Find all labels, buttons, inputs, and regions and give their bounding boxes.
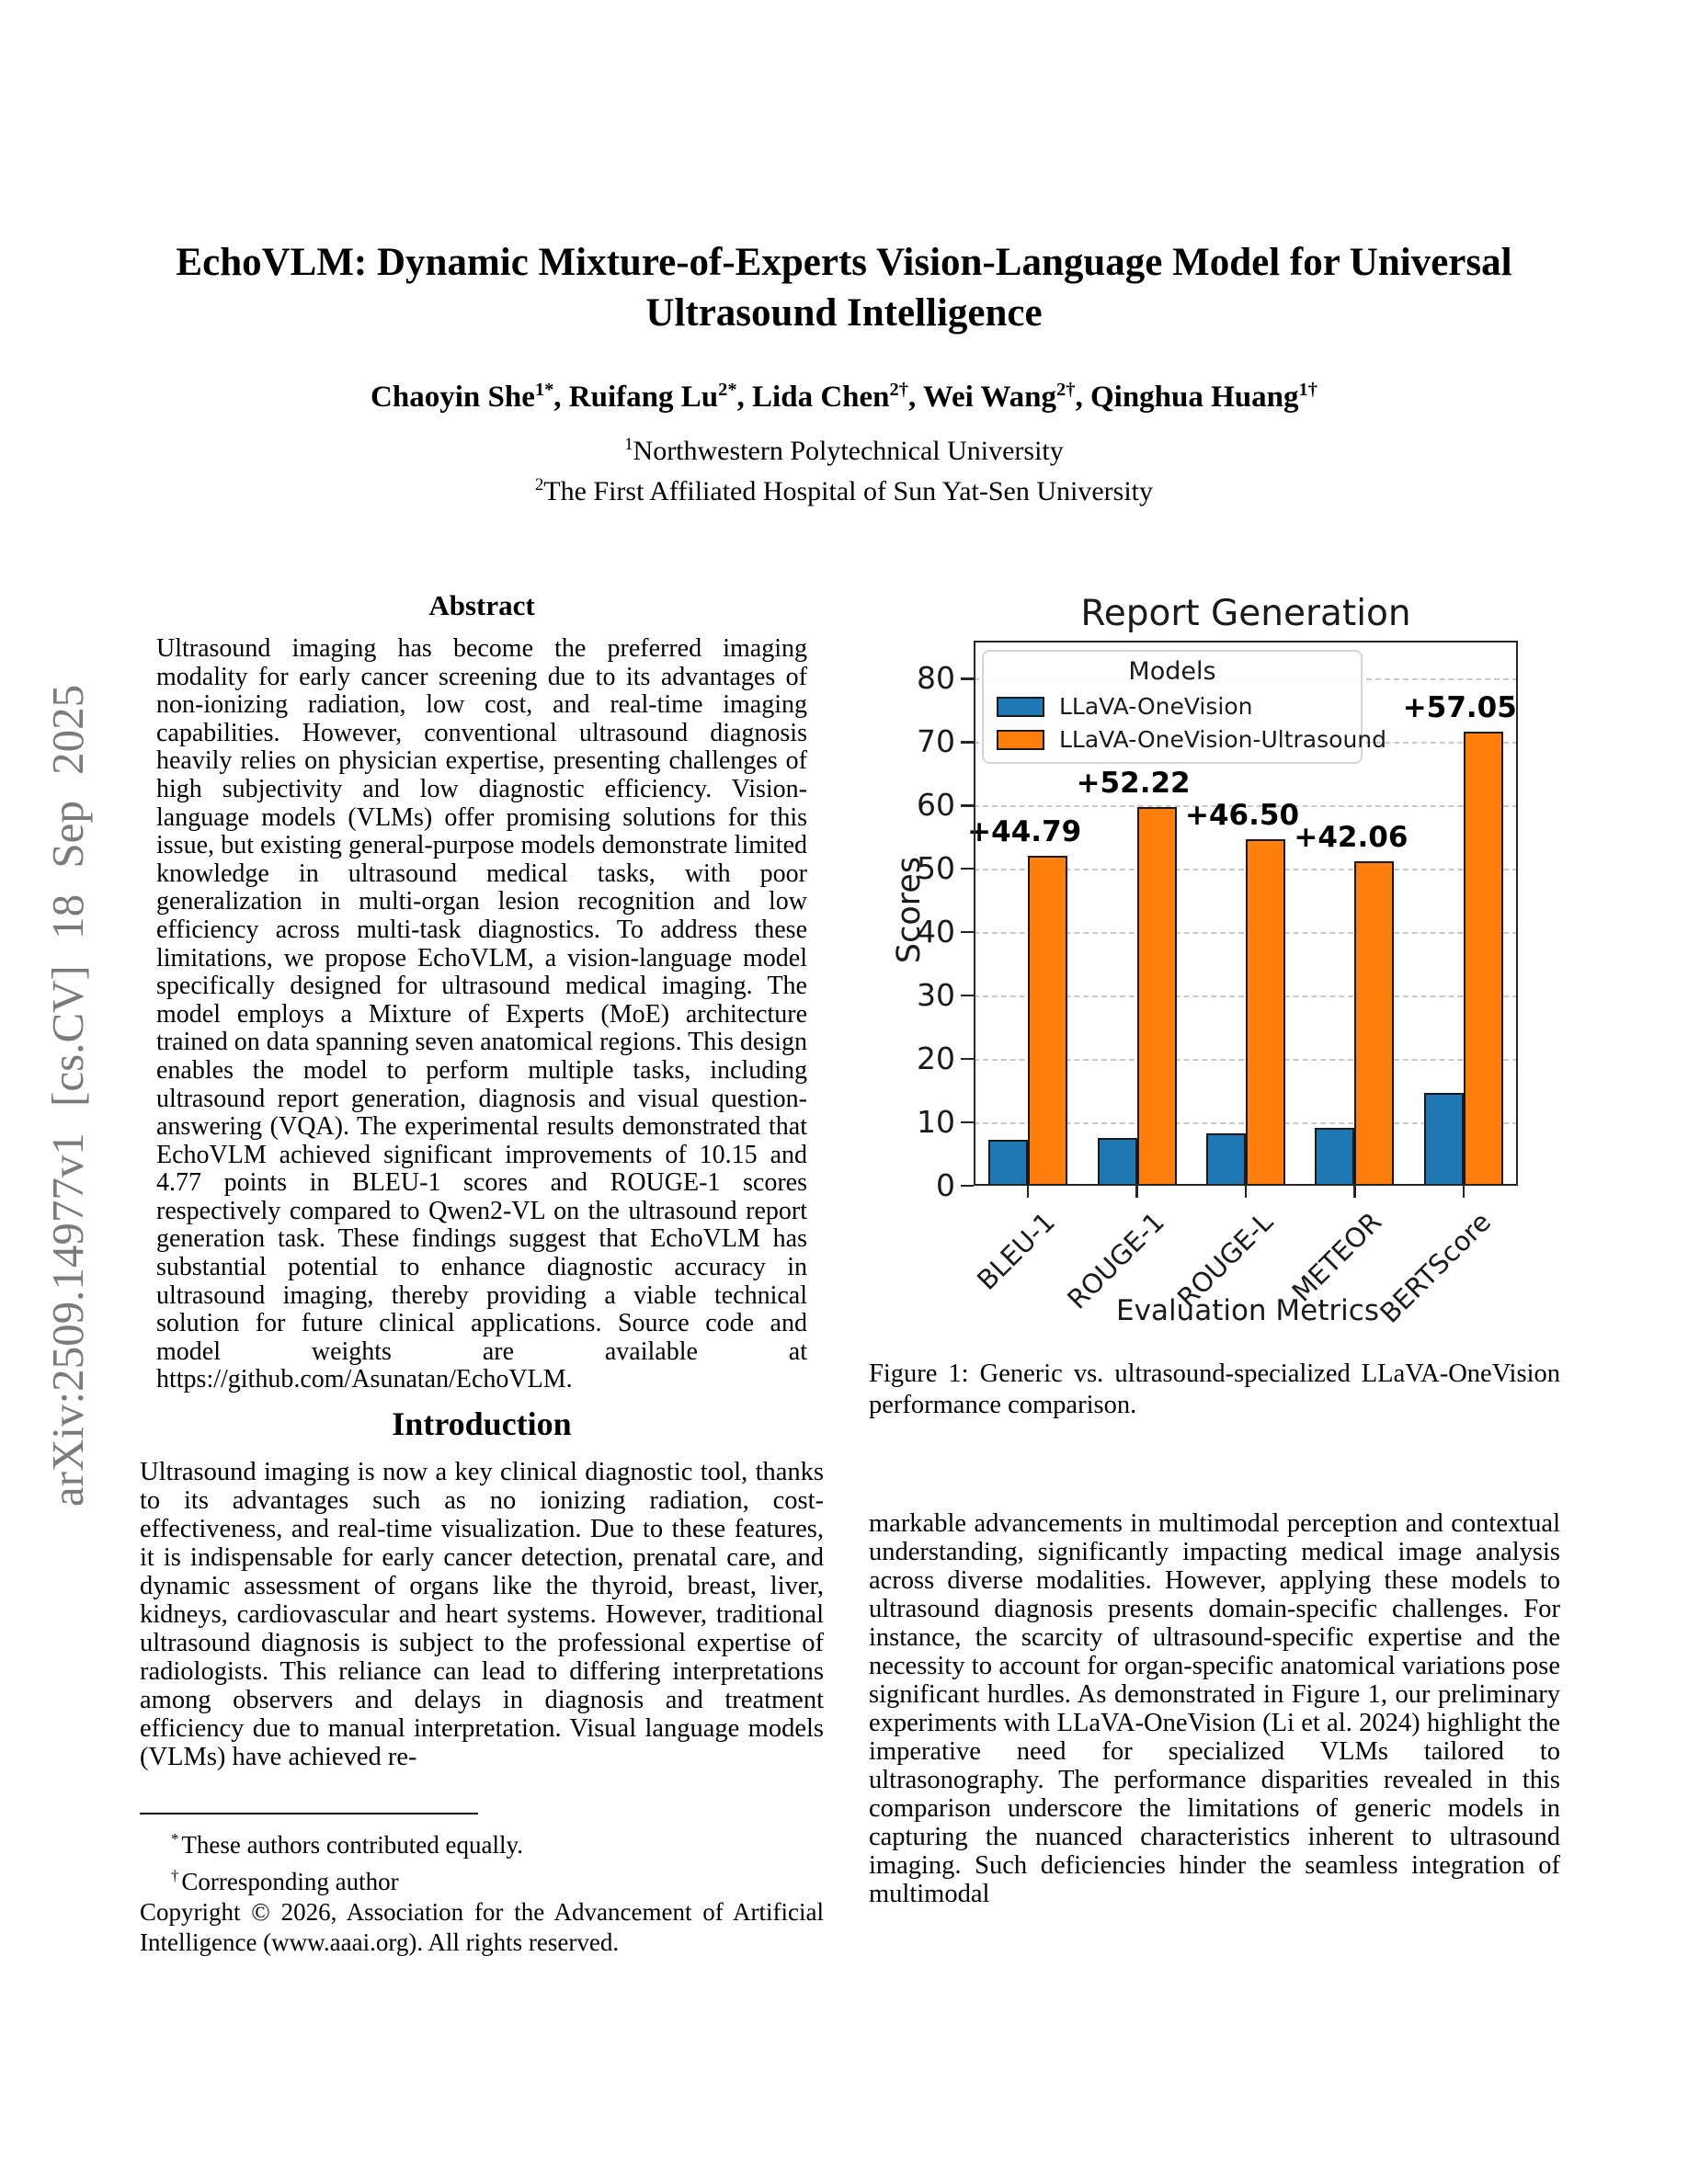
x-tick-mark (1027, 1186, 1030, 1198)
y-tick-mark (961, 1121, 974, 1124)
right-column-text: markable advancements in multimodal perception and contextual understanding, significantly impacting medical image analysis across diverse modalities. However, applying these models to ultrasound diagnosis presents domain-specific challenges. For instance, the scarcity of ultrasound-specific expertise and the necessity to account for organ-specific anatomical variations pose significant hurdles. As demonstrated in Figure 1, our preliminary experiments with LLaVA-OneVision (Li et al. 2024) highlight the imperative need for specialized VLMs tailored to ultrasonography. The performance disparities revealed in this comparison underscore the limitations of generic models in capturing the nuanced characteristics inherent to ultrasound imaging. Such deficiencies hinder the seamless integration of multimodal (869, 1509, 1560, 1908)
abstract-text: Ultrasound imaging has become the preferred imaging modality for early cancer screening due to its advantages of non-ionizing radiation, low cost, and real-time imaging capabilities. However, conventional ultrasound diagnosis heavily relies on physician expertise, presenting challenges of high subjectivity and low diagnostic efficiency. Vision-language models (VLMs) offer promising solutions for this issue, but existing general-purpose models demonstrate limited knowledge in ultrasound medical tasks, with poor generalization in multi-organ lesion recognition and low efficiency across multi-task diagnostics. To address these limitations, we propose EchoVLM, a vision-language model specifically designed for ultrasound medical imaging. The model employs a Mixture of Experts (MoE) architecture trained on data spanning seven anatomical regions. This design enables the model to perform multiple tasks, including ultrasound report generation, diagnosis and visual question-answering (VQA). The experimental results demonstrated that EchoVLM achieved significant improvements of 10.15 and 4.77 points in BLEU-1 scores and ROUGE-1 scores respectively compared to Qwen2-VL on the ultrasound report generation task. These findings suggest that EchoVLM has substantial potential to enhance diagnostic accuracy in ultrasound imaging, thereby providing a viable technical solution for future clinical applications. Source code and model weights are available at https://github.com/Asunatan/EchoVLM. (156, 634, 807, 1394)
y-tick-mark (961, 868, 974, 870)
y-tick-label: 50 (917, 850, 955, 887)
figure-1-chart (869, 593, 1568, 1342)
x-tick-mark (1245, 1186, 1248, 1198)
x-tick-mark (1353, 1186, 1356, 1198)
introduction-heading: Introduction (392, 1405, 572, 1442)
y-tick-label: 30 (917, 977, 955, 1014)
y-tick-mark (961, 1058, 974, 1061)
legend-title: Models (1128, 657, 1216, 686)
x-tick-mark (1135, 1186, 1138, 1198)
authors-line: Chaoyin She$^{1*}$, Ruifang $Lu^{2*}$, Lida Chen$^{2\dagger}$, Wei Wang$^{2\dagger}$, Qinghua Huang$^{1\dagger}$ (371, 380, 1317, 414)
chart-title: Report Generation (1080, 593, 1411, 634)
chart-legend (982, 650, 1387, 764)
affiliation: $^2$The First Affiliated Hospital of Sun Yat-Sen University (534, 475, 1154, 506)
chart-x-axis-label: Evaluation Metrics (1116, 1294, 1379, 1327)
y-tick-mark (961, 995, 974, 997)
bar-annotation: +57.05 (1402, 690, 1517, 724)
x-tick-label: ROUGE-L (1170, 1206, 1280, 1314)
affiliations (154, 427, 1534, 508)
footnotes (140, 1824, 824, 1958)
bar-annotation: +42.06 (1294, 820, 1409, 854)
figure-caption: Figure 1: Generic vs. ultrasound-specialized LLaVA-OneVision performance comparison. (869, 1359, 1560, 1419)
y-tick-label: 20 (917, 1041, 955, 1077)
author: Wei Wang$^{2\dagger}$ (922, 380, 1076, 414)
x-tick-label: BLEU-1 (971, 1206, 1062, 1296)
author: Qinghua Huang$^{1\dagger}$ (1089, 380, 1317, 414)
y-tick-label: 40 (917, 914, 955, 950)
y-tick-mark (961, 741, 974, 744)
x-tick-label: METEOR (1285, 1206, 1388, 1308)
legend-item (997, 693, 1348, 720)
abstract-heading: Abstract (428, 589, 535, 621)
introduction-text: Ultrasound imaging is now a key clinical diagnostic tool, thanks to its advantages such as no ionizing radiation, cost-effectiveness, and real-time visualization. Due to these features, it is indispensable for early cancer detection, prenatal care, and dynamic assessment of organs like the thyroid, breast, liver, kidneys, cardiovascular and heart systems. However, traditional ultrasound diagnosis is subject to the professional expertise of radiologists. This reliance can lead to differing interpretations among observers and delays in diagnosis and treatment efficiency due to manual interpretation. Visual language models (VLMs) have achieved re- (140, 1458, 824, 1771)
y-tick-label: 70 (917, 723, 955, 760)
x-tick-mark (1463, 1186, 1466, 1198)
y-tick-mark (961, 677, 974, 680)
footnote-rule (140, 1813, 478, 1814)
footnote-item: * These authors contributed equally. (171, 1830, 524, 1859)
footnote-items (140, 1824, 824, 1897)
legend-label: LLaVA-OneVision (1059, 693, 1253, 720)
page-title: EchoVLM: Dynamic Mixture-of-Experts Vision-Language Model for Universal Ultrasound Intelligence (176, 241, 1512, 335)
legend-label: LLaVA-OneVision-Ultrasound (1059, 726, 1387, 753)
y-tick-mark (961, 1185, 974, 1188)
affiliation: $^1$Northwestern Polytechnical University (624, 435, 1064, 466)
author: Lida Chen$^{2\dagger}$ (752, 380, 908, 414)
x-tick-label: BERTScore (1374, 1206, 1497, 1329)
bar-annotation: +52.22 (1076, 767, 1191, 801)
y-tick-label: 10 (917, 1104, 955, 1141)
bar-annotation: +46.50 (1184, 798, 1300, 832)
y-tick-mark (961, 804, 974, 807)
y-tick-mark (961, 931, 974, 934)
chart-y-axis-label: Scores (891, 856, 928, 964)
bar-annotation: +44.79 (967, 814, 1082, 848)
legend-swatch-blue (997, 697, 1044, 717)
y-tick-label: 60 (917, 787, 955, 824)
legend-item (997, 726, 1387, 753)
x-tick-label: ROUGE-1 (1060, 1206, 1170, 1315)
arxiv-watermark: arXiv:2509.14977v1 [cs.CV] 18 Sep 2025 (42, 684, 93, 1507)
footnote-item: † Corresponding author (171, 1867, 399, 1895)
y-tick-label: 0 (936, 1167, 955, 1203)
y-tick-label: 80 (917, 660, 955, 697)
author: Ruifang $Lu^{2*}$ (568, 380, 737, 414)
author: Chaoyin She$^{1*}$ (371, 380, 554, 414)
copyright-notice: Copyright © 2026, Association for the Advancement of Artificial Intelligence (www.aaai.org). All rights reserved. (140, 1898, 824, 1956)
legend-swatch-orange (997, 730, 1044, 750)
